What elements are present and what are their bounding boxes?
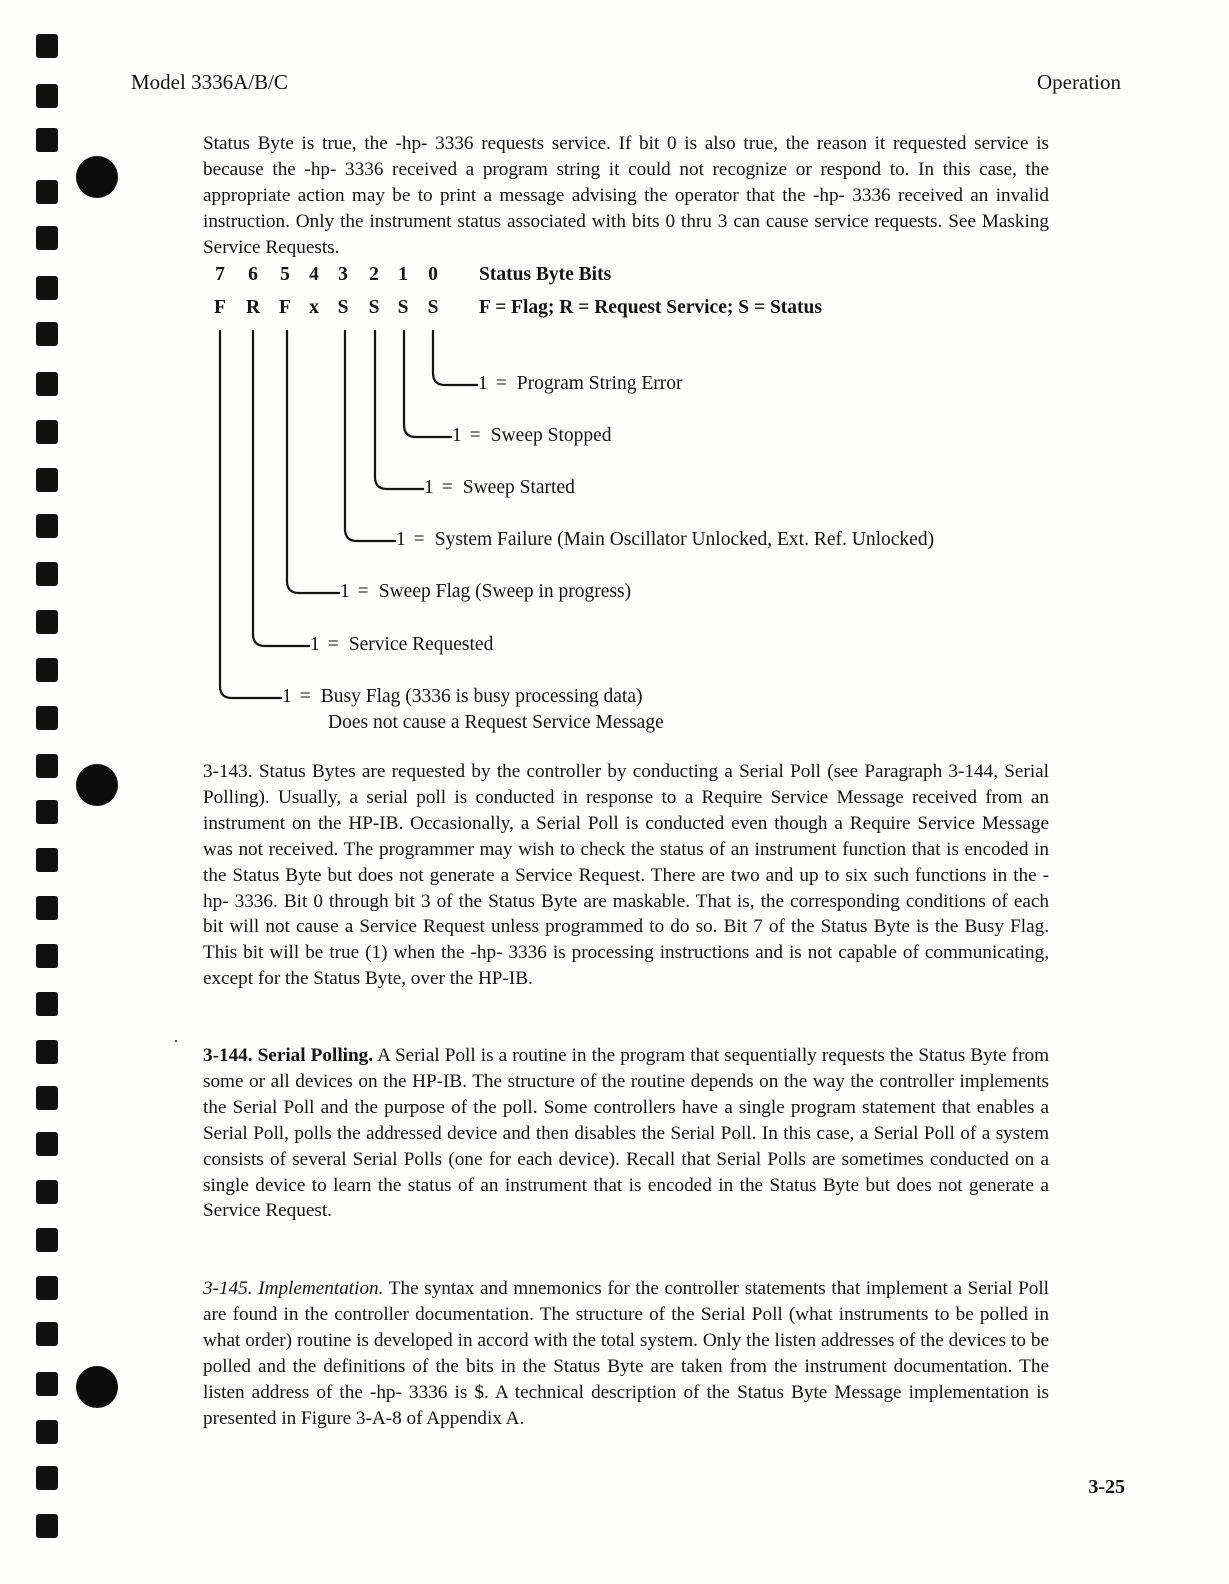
bit-type: x bbox=[309, 297, 319, 318]
bit-number: 4 bbox=[309, 264, 319, 285]
bit-value: 1 bbox=[478, 373, 488, 394]
connector-bit-2 bbox=[375, 330, 424, 489]
paragraph-body: The syntax and mnemonics for the controller statements that implement a Serial Poll are found in the controller documentation. The structure of the Serial Poll (what instruments to be polled in what order) routine is developed in accord with the total system. Only the listen addresses of the devices to be polled and the definitions of the bits in the Status Byte are taken from the instrument documentation. The listen address of the -hp- 3336 is $. A technical description of the Status Byte Message implementation is presented in Figure 3-A-8 of Appendix A. bbox=[203, 1278, 1049, 1429]
equals-sign: = bbox=[357, 581, 369, 602]
bit-value: 1 bbox=[282, 686, 292, 707]
bit-meaning: Sweep Started bbox=[462, 477, 575, 498]
bit-definition bbox=[478, 373, 682, 395]
bit-meaning: Program String Error bbox=[516, 373, 683, 394]
bit-type: S bbox=[397, 297, 409, 318]
bit-value: 1 bbox=[340, 581, 350, 602]
equals-sign: = bbox=[327, 634, 339, 655]
bit-number: 3 bbox=[338, 264, 348, 285]
bit-number: 7 bbox=[215, 264, 225, 285]
bit-definition bbox=[282, 686, 642, 708]
bit-meaning: Service Requested bbox=[348, 634, 494, 655]
connector-bit-0 bbox=[433, 330, 478, 385]
bit-definition bbox=[310, 634, 493, 656]
bit-value: 1 bbox=[452, 425, 462, 446]
bit-meaning: System Failure (Main Oscillator Unlocked, Ext. Ref. Unlocked) bbox=[434, 529, 935, 550]
equals-sign: = bbox=[299, 686, 311, 707]
scan-speck bbox=[175, 1040, 177, 1042]
paragraph-3-143: 3-143. Status Bytes are requested by the controller by conducting a Serial Poll (see Paragraph 3-144, Serial Polling). Usually, a serial poll is conducted in response to a Require Service Message received from an instrument on the HP-IB. Occasionally, a Serial Poll is conducted even though a Require Service Message was not received. The programmer may wish to check the status of an instrument function that is encoded in the Status Byte but does not generate a Service Request. There are two and up to six such functions in the -hp- 3336. Bit 0 through bit 3 of the Status Byte are maskable. That is, the corresponding conditions of each bit will not cause a Service Request unless programmed to do so. Bit 7 of the Status Byte is the Busy Flag. This bit will be true (1) when the -hp- 3336 is processing instructions and is not capable of communicating, except for the Status Byte, over the HP-IB. bbox=[203, 761, 1049, 990]
connector-bit-7 bbox=[220, 330, 282, 698]
running-header-section: Operation bbox=[1037, 70, 1121, 94]
equals-sign: = bbox=[495, 373, 507, 394]
bit-definition-note: Does not cause a Request Service Message bbox=[328, 712, 664, 733]
bit-type: S bbox=[337, 297, 349, 318]
paragraph-3-144 bbox=[203, 1043, 1049, 1224]
bit-meaning: Sweep Stopped bbox=[490, 425, 612, 446]
page-number: 3-25 bbox=[1088, 1476, 1125, 1498]
bit-number-caption: Status Byte Bits bbox=[479, 264, 612, 285]
paragraph-3-145 bbox=[203, 1276, 1049, 1431]
equals-sign: = bbox=[413, 529, 425, 550]
equals-sign: = bbox=[469, 425, 481, 446]
bit-definition bbox=[452, 425, 612, 447]
bit-type: R bbox=[245, 297, 261, 318]
bit-number: 6 bbox=[248, 264, 258, 285]
bit-definition bbox=[396, 529, 934, 551]
bit-number: 0 bbox=[428, 264, 438, 285]
bit-type: S bbox=[427, 297, 439, 318]
paragraph-heading: 3-144. Serial Polling. bbox=[203, 1045, 374, 1066]
bit-type-caption: F = Flag; R = Request Service; S = Status bbox=[479, 297, 822, 318]
equals-sign: = bbox=[441, 477, 453, 498]
intro-paragraph: Status Byte is true, the -hp- 3336 requests service. If bit 0 is also true, the reason it requested service is because the -hp- 3336 received a program string it could not recognize or respond to. In this case, the appropriate action may be to print a message advising the operator that the -hp- 3336 received an invalid instruction. Only the instrument status associated with bits 0 thru 3 can cause service requests. See Masking Service Requests. bbox=[203, 133, 1049, 258]
connector-bit-1 bbox=[404, 330, 452, 437]
bit-number: 5 bbox=[280, 264, 290, 285]
paragraph-heading: 3-145. Implementation. bbox=[203, 1278, 384, 1299]
connector-bit-5 bbox=[287, 330, 340, 593]
bit-meaning: Sweep Flag (Sweep in progress) bbox=[378, 581, 632, 602]
bit-value: 1 bbox=[424, 477, 434, 498]
bit-definition bbox=[424, 477, 575, 499]
bit-value: 1 bbox=[396, 529, 406, 550]
bit-number: 2 bbox=[369, 264, 379, 285]
running-header-model: Model 3336A/B/C bbox=[131, 70, 288, 94]
bit-type: S bbox=[368, 297, 380, 318]
bit-number: 1 bbox=[398, 264, 408, 285]
bit-meaning: Busy Flag (3336 is busy processing data) bbox=[320, 686, 643, 707]
connector-bit-3 bbox=[345, 330, 396, 541]
bit-value: 1 bbox=[310, 634, 320, 655]
connector-bit-6 bbox=[253, 330, 310, 646]
bit-type: F bbox=[279, 297, 291, 318]
bit-definition bbox=[340, 581, 631, 603]
paragraph-body: A Serial Poll is a routine in the program that sequentially requests the Status Byte from some or all devices on the HP-IB. The structure of the routine depends on the way the controller implements the Serial Poll and the purpose of the poll. Some controllers have a single program statement that enables a Serial Poll, polls the addressed device and then disables the Serial Poll. In this case, a Serial Poll of a system consists of several Serial Polls (one for each device). Recall that Serial Polls are sometimes conducted on a single device to learn the status of an instrument that is encoded in the Status Byte but does not generate a Service Request. bbox=[203, 1045, 1049, 1222]
bit-type: F bbox=[214, 297, 226, 318]
